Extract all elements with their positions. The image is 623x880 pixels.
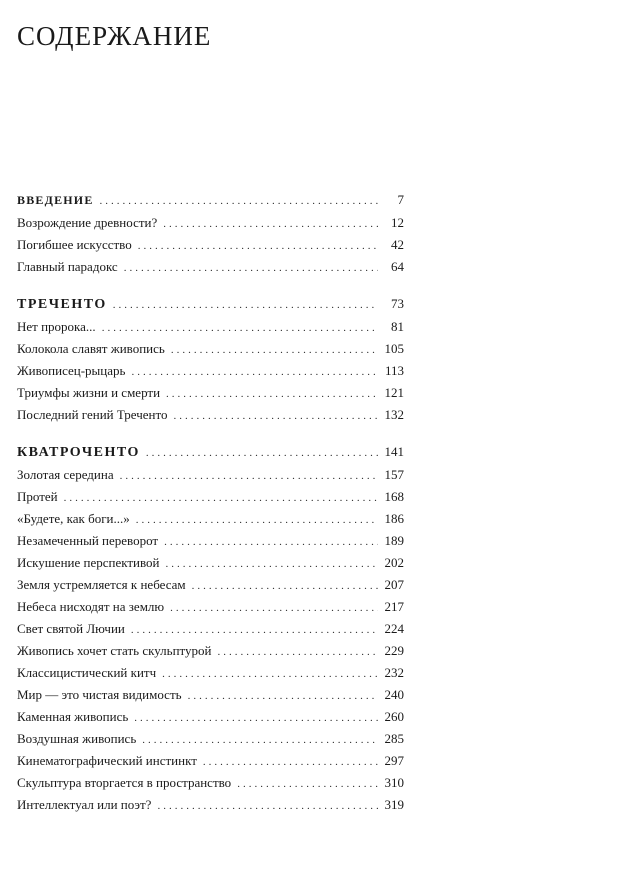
toc-entry-label: Нет пророка... (17, 319, 96, 334)
toc-entry[interactable] (17, 316, 404, 338)
dot-leader (113, 293, 378, 317)
toc-page-number: 232 (384, 665, 404, 680)
toc-entry[interactable] (17, 212, 404, 234)
toc-heading-row[interactable] (17, 188, 404, 212)
dot-leader (100, 189, 378, 213)
dot-leader (192, 575, 378, 597)
toc-page-number: 105 (384, 341, 404, 356)
toc-entry[interactable] (17, 662, 404, 684)
toc-entry[interactable] (17, 382, 404, 404)
toc-entry-label: «Будете, как боги...» (17, 511, 130, 526)
toc-heading-row[interactable] (17, 292, 404, 316)
toc-entry[interactable] (17, 464, 404, 486)
dot-leader (142, 729, 378, 751)
dot-leader (166, 553, 378, 575)
toc-entry[interactable] (17, 360, 404, 382)
toc-section-introduction (17, 188, 404, 278)
dot-leader (131, 619, 378, 641)
toc-page-number: 285 (384, 731, 404, 746)
dot-leader (136, 509, 378, 531)
toc-entry[interactable] (17, 486, 404, 508)
toc-entry-label: Погибшее искусство (17, 237, 132, 252)
toc-page-number: 113 (384, 363, 404, 378)
toc-entry-label: Мир — это чистая видимость (17, 687, 182, 702)
toc-entry-label: Живопись хочет стать скульптурой (17, 643, 212, 658)
toc-entry[interactable] (17, 794, 404, 816)
toc-entry[interactable] (17, 750, 404, 772)
toc-page-number: 202 (384, 555, 404, 570)
toc-page-number: 260 (384, 709, 404, 724)
toc-entry[interactable] (17, 234, 404, 256)
dot-leader (120, 465, 378, 487)
toc-page-number: 217 (384, 599, 404, 614)
dot-leader (157, 795, 378, 817)
toc-entry-label: Каменная живопись (17, 709, 129, 724)
toc-page-number: 189 (384, 533, 404, 548)
dot-leader (124, 257, 378, 279)
dot-leader (64, 487, 378, 509)
dot-leader (162, 663, 378, 685)
toc-entry-label: Небеса нисходят на землю (17, 599, 165, 614)
toc-heading-label: ТРЕЧЕНТО (17, 297, 107, 312)
toc-page-number: 73 (391, 296, 404, 311)
toc-entry-label: Триумфы жизни и смерти (17, 385, 161, 400)
toc-heading-row[interactable] (17, 440, 404, 464)
toc-entry-label: Незамеченный переворот (17, 533, 159, 548)
toc-page-number: 240 (384, 687, 404, 702)
toc-entry-label: Кинематографический инстинкт (17, 753, 197, 768)
dot-leader (102, 317, 378, 339)
toc-entry[interactable] (17, 530, 404, 552)
toc-entry[interactable] (17, 640, 404, 662)
toc-section-trecento (17, 292, 404, 426)
toc-page-number: 168 (384, 489, 404, 504)
dot-leader (131, 361, 378, 383)
toc-entry[interactable] (17, 728, 404, 750)
toc-entry-label: Колокола славят живопись (17, 341, 165, 356)
toc-page-number: 229 (384, 643, 404, 658)
page-title: СОДЕРЖАНИЕ (17, 21, 212, 51)
dot-leader (174, 405, 378, 427)
table-of-contents (17, 188, 404, 816)
dot-leader (134, 707, 378, 729)
dot-leader (138, 235, 378, 257)
toc-page-number: 64 (391, 259, 404, 274)
toc-entry-label: Возрождение древности? (17, 215, 158, 230)
toc-entry-label: Золотая середина (17, 467, 114, 482)
toc-section-quattrocento (17, 440, 404, 816)
toc-page-number: 7 (397, 192, 404, 207)
toc-page-number: 186 (384, 511, 404, 526)
dot-leader (164, 531, 378, 553)
dot-leader (163, 213, 378, 235)
toc-page-number: 12 (391, 215, 404, 230)
toc-heading-label: КВАТРОЧЕНТО (17, 445, 140, 460)
toc-heading-label: ВВЕДЕНИЕ (17, 193, 94, 207)
toc-page-number: 81 (391, 319, 404, 334)
toc-page-number: 224 (384, 621, 404, 636)
toc-entry[interactable] (17, 508, 404, 530)
toc-entry[interactable] (17, 256, 404, 278)
toc-entry[interactable] (17, 552, 404, 574)
toc-entry[interactable] (17, 574, 404, 596)
dot-leader (237, 773, 378, 795)
dot-leader (170, 597, 378, 619)
dot-leader (146, 441, 378, 465)
toc-entry[interactable] (17, 706, 404, 728)
toc-entry-label: Искушение перспективой (17, 555, 160, 570)
toc-entry[interactable] (17, 338, 404, 360)
toc-entry-label: Скульптура вторгается в пространство (17, 775, 232, 790)
toc-entry-label: Последний гений Треченто (17, 407, 168, 422)
toc-entry-label: Воздушная живопись (17, 731, 137, 746)
toc-entry[interactable] (17, 772, 404, 794)
toc-page-number: 310 (384, 775, 404, 790)
toc-entry-label: Протей (17, 489, 58, 504)
toc-entry-label: Живописец-рыцарь (17, 363, 126, 378)
toc-page-number: 121 (384, 385, 404, 400)
toc-page-number: 297 (384, 753, 404, 768)
toc-entry[interactable] (17, 684, 404, 706)
toc-page-number: 141 (384, 444, 404, 459)
toc-page-number: 132 (384, 407, 404, 422)
toc-entry-label: Земля устремляется к небесам (17, 577, 186, 592)
dot-leader (218, 641, 379, 663)
dot-leader (166, 383, 378, 405)
toc-entry-label: Интеллектуал или поэт? (17, 797, 152, 812)
toc-entry[interactable] (17, 618, 404, 640)
dot-leader (188, 685, 378, 707)
toc-page-number: 157 (384, 467, 404, 482)
toc-entry-label: Главный парадокс (17, 259, 118, 274)
dot-leader (203, 751, 378, 773)
toc-page-number: 207 (384, 577, 404, 592)
toc-entry-label: Свет святой Лючии (17, 621, 125, 636)
toc-page-number: 319 (384, 797, 404, 812)
dot-leader (171, 339, 378, 361)
toc-entry[interactable] (17, 596, 404, 618)
toc-entry[interactable] (17, 404, 404, 426)
toc-page-number: 42 (391, 237, 404, 252)
toc-entry-label: Классицистический китч (17, 665, 157, 680)
